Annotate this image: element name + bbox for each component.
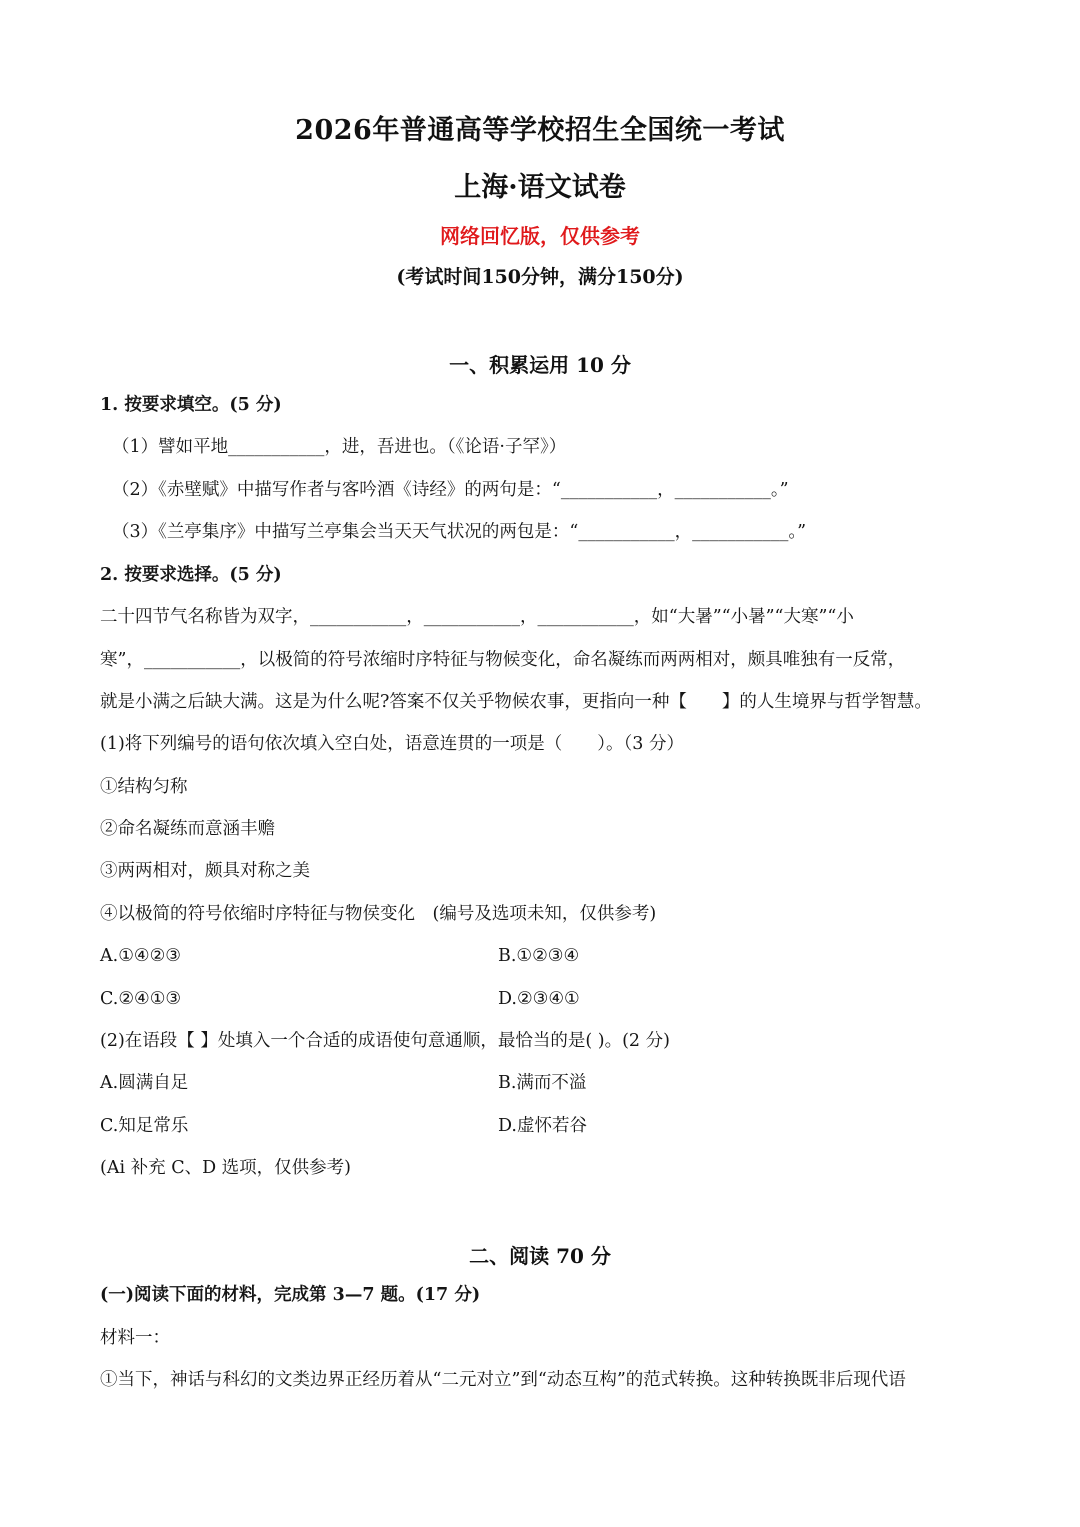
material-1-first-line: ①当下，神话与科幻的文类边界正经历着从“二元对立”到“动态互构”的范式转换。这种转换既非后现代语 <box>100 1370 906 1390</box>
material-1-label: 材料一： <box>100 1328 170 1348</box>
sentence-2: ②命名凝练而意涵丰赡 <box>100 819 275 839</box>
option-b: B.①②③④ <box>498 946 580 966</box>
exam-subtitle: 上海·语文试卷 <box>454 172 626 203</box>
sentence-1: ①结构匀称 <box>100 777 188 797</box>
question-2-label: 2. 按要求选择。(5 分) <box>100 565 282 585</box>
ai-supplement-note: (Ai 补充 C、D 选项，仅供参考) <box>100 1158 351 1178</box>
sentence-3: ③两两相对，颇具对称之美 <box>100 861 310 881</box>
question-1-item-2: （2）《赤壁赋》中描写作者与客吟酒《诗经》的两句是：“___________，___________。” <box>112 480 789 500</box>
recall-notice: 网络回忆版，仅供参考 <box>440 224 640 248</box>
option-c: C.②④①③ <box>100 989 182 1009</box>
question-1-item-3: （3）《兰亭集序》中描写兰亭集会当天天气状况的两包是：“___________，___________。” <box>112 522 807 542</box>
reading-part-1-label: (一)阅读下面的材料，完成第 3—7 题。(17 分) <box>100 1285 481 1305</box>
passage-line-1: 二十四节气名称皆为双字，___________，___________，___________，如“大暑”“小暑”“大寒”“小 <box>100 607 854 627</box>
section-heading-accumulation: 一、积累运用 10 分 <box>449 353 631 377</box>
question-1-item-1: （1）譬如平地___________，进，吾进也。（《论语·子罕》） <box>112 437 567 457</box>
passage-line-3: 就是小满之后缺大满。这是为什么呢?答案不仅关乎物候农事，更指向一种【 】的人生境界与哲学智慧。 <box>100 692 932 712</box>
passage-line-2: 寒”，___________，以极简的符号浓缩时序特征与物候变化，命名凝练而两两相对，颇具唯独有一反常， <box>100 650 906 670</box>
idiom-option-c: C.知足常乐 <box>100 1116 189 1136</box>
exam-time-info: (考试时间150分钟，满分150分) <box>396 266 684 288</box>
question-1-label: 1. 按要求填空。(5 分) <box>100 395 282 415</box>
subquestion-2-stem: (2)在语段【 】处填入一个合适的成语使句意通顺，最恰当的是( )。(2 分) <box>100 1031 670 1051</box>
option-a: A.①④②③ <box>100 946 181 966</box>
idiom-option-b: B.满而不溢 <box>498 1073 587 1093</box>
idiom-option-d: D.虚怀若谷 <box>498 1116 587 1136</box>
subquestion-1-stem: (1)将下列编号的语句依次填入空白处，语意连贯的一项是（ ）。（3 分） <box>100 734 684 754</box>
option-d: D.②③④① <box>498 989 580 1009</box>
idiom-option-a: A.圆满自足 <box>100 1073 189 1093</box>
section-heading-reading: 二、阅读 70 分 <box>469 1244 611 1268</box>
exam-title: 2026年普通高等学校招生全国统一考试 <box>295 115 785 146</box>
sentence-4: ④以极简的符号依缩时序特征与物侯变化 (编号及选项未知，仅供参考) <box>100 904 657 924</box>
